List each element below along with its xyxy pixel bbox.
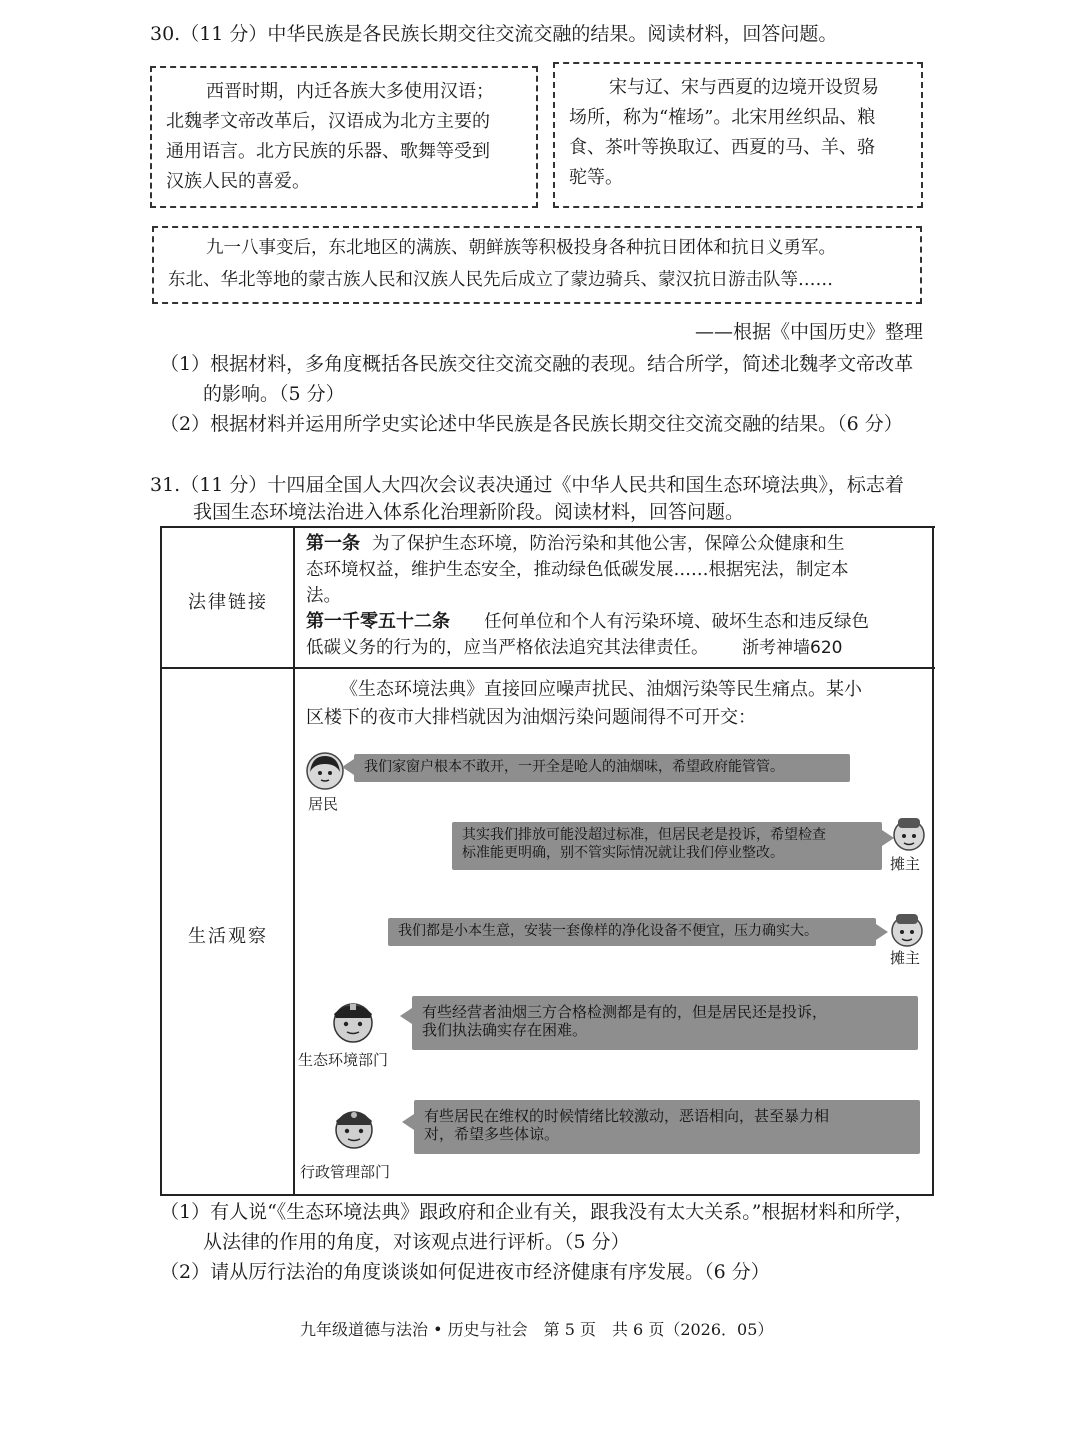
speaker-label: 摊主: [890, 949, 921, 967]
speech-bubble: [452, 822, 882, 870]
bubble-text: 有些居民在维权的时候情绪比较激动，恶语相向，甚至暴力相: [424, 1107, 830, 1125]
bubble-text: 对，希望多些体谅。: [424, 1125, 560, 1143]
table-border-top: [160, 526, 935, 528]
box2-line: 食、茶叶等换取辽、西夏的马、羊、骆: [569, 137, 875, 158]
bubble-text: 其实我们排放可能没超过标准，但居民老是投诉，希望检查: [462, 827, 826, 843]
article-1-text: 为了保护生态环境，防治污染和其他公害，保障公众健康和生: [372, 534, 845, 554]
q30-sub1: （1）根据材料，多角度概括各民族交往交流交融的表现。结合所学，简述北魏孝文帝改革: [160, 353, 914, 375]
observation-text: 《生态环境法典》直接回应噪声扰民、油烟污染等民生痛点。某小: [340, 679, 862, 700]
table-border-bottom: [160, 1194, 932, 1196]
article-1052-text: 低碳义务的行为的，应当严格依法追究其法律责任。: [306, 638, 709, 658]
bubble-text: 有些经营者油烟三方合格检测都是有的，但是居民还是投诉，: [422, 1003, 828, 1021]
speech-bubble: [412, 996, 918, 1050]
watermark: 浙考神墙620: [742, 638, 843, 658]
bubble-text: 我们家窗户根本不敢开，一开全是呛人的油烟味，希望政府能管管。: [364, 759, 784, 775]
article-1052-text: 任何单位和个人有污染环境、破坏生态和违反绿色: [484, 612, 869, 632]
box2-line: 宋与辽、宋与西夏的边境开设贸易: [609, 77, 879, 98]
table-border-right: [932, 526, 934, 1196]
bubble-tail: [342, 759, 354, 775]
box3-line: 东北、华北等地的蒙古族人民和汉族人民先后成立了蒙边骑兵、蒙汉抗日游击队等……: [168, 270, 833, 290]
article-1-text: 态环境权益，维护生态安全，推动绿色低碳发展……根据宪法，制定本: [306, 560, 849, 580]
officer-icon: [330, 996, 376, 1044]
bubble-tail: [402, 1114, 414, 1130]
bubble-text: 我们都是小本生意，安装一套像样的净化设备不便宜，压力确实大。: [398, 923, 818, 939]
material-source: ——根据《中国历史》整理: [695, 321, 924, 343]
speech-bubble: [354, 754, 850, 782]
q31-stem: 31.（11 分）十四届全国人大四次会议表决通过《中华人民共和国生态环境法典》，标志着: [150, 474, 904, 496]
bubble-text: 标准能更明确，别不管实际情况就让我们停业整改。: [462, 845, 784, 861]
q31-sub1: （1）有人说“《生态环境法典》跟政府和企业有关，跟我没有太大关系。”根据材料和所学，: [160, 1201, 914, 1223]
box1-line: 汉族人民的喜爱。: [166, 171, 310, 192]
speech-bubble: [414, 1100, 920, 1154]
q31-stem-cont: 我国生态环境法治进入体系化治理新阶段。阅读材料，回答问题。: [193, 501, 745, 523]
box3-line: 九一八事变后，东北地区的满族、朝鲜族等积极投身各种抗日团体和抗日义勇军。: [206, 238, 836, 258]
admin-officer-icon: [332, 1104, 376, 1150]
row-label-life-observation: 生活观察: [188, 926, 268, 947]
resident-icon: [306, 752, 344, 790]
page-footer: 九年级道德与法治 • 历史与社会 第 5 页 共 6 页（2026．05）: [300, 1320, 774, 1339]
box1-line: 北魏孝文帝改革后，汉语成为北方主要的: [166, 111, 490, 132]
bubble-tail: [400, 1008, 412, 1024]
q30-stem: 30.（11 分）中华民族是各民族长期交往交流交融的结果。阅读材料，回答问题。: [150, 23, 838, 45]
material-box-1: [150, 66, 538, 208]
speaker-label: 生态环境部门: [298, 1051, 389, 1069]
article-1-head: 第一条: [306, 533, 360, 554]
q30-sub2: （2）根据材料并运用所学史实论述中华民族是各民族长期交往交流交融的结果。（6 分）: [160, 413, 903, 435]
material-table: [160, 526, 935, 1196]
box2-line: 场所，称为“榷场”。北宋用丝织品、粮: [569, 107, 876, 128]
vendor-icon: [892, 816, 926, 852]
material-box-3: [152, 226, 922, 304]
q30-sub1-cont: 的影响。（5 分）: [203, 383, 345, 405]
observation-text: 区楼下的夜市大排档就因为油烟污染问题闹得不可开交：: [306, 707, 756, 728]
article-1-text: 法。: [306, 586, 341, 606]
box2-line: 驼等。: [569, 167, 623, 188]
article-1052-head: 第一千零五十二条: [306, 611, 450, 632]
q31-sub2: （2）请从厉行法治的角度谈谈如何促进夜市经济健康有序发展。（6 分）: [160, 1261, 770, 1283]
vendor-icon: [890, 912, 924, 948]
q31-sub1-cont: 从法律的作用的角度，对该观点进行评析。（5 分）: [203, 1231, 630, 1253]
speaker-label: 摊主: [890, 855, 921, 873]
bubble-tail: [876, 924, 888, 940]
speaker-label: 居民: [308, 795, 339, 813]
table-border-left: [160, 526, 162, 1196]
material-box-2: [553, 62, 923, 208]
speech-bubble: [388, 918, 876, 946]
box1-line: 通用语言。北方民族的乐器、歌舞等受到: [166, 141, 490, 162]
bubble-text: 我们执法确实存在困难。: [422, 1021, 588, 1039]
table-column-divider: [293, 526, 295, 1196]
box1-line: 西晋时期，内迁各族大多使用汉语；: [206, 81, 494, 102]
row-label-law-link: 法律链接: [188, 592, 268, 613]
table-row-divider: [160, 667, 935, 669]
speaker-label: 行政管理部门: [300, 1163, 391, 1181]
